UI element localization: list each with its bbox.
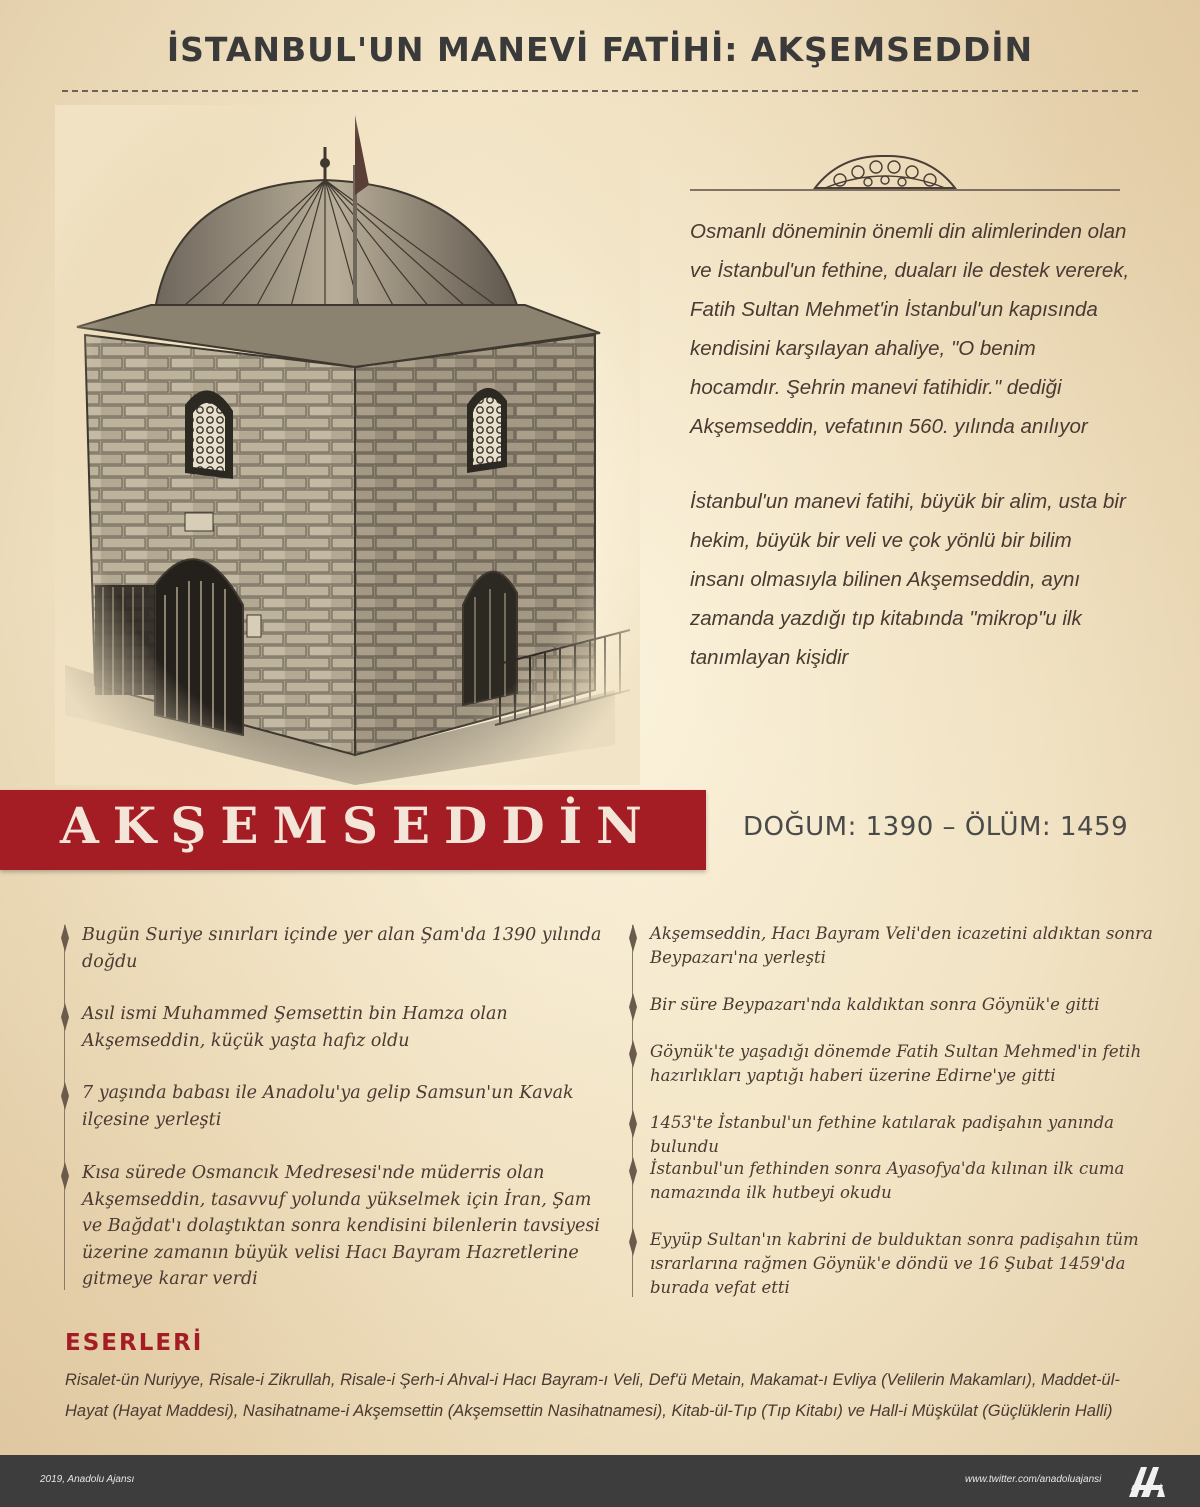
timeline-item: Asıl ismi Muhammed Şemsettin bin Hamza olan Akşemseddin, küçük yaşta hafız oldu [82,1004,508,1051]
intro-paragraph: Osmanlı döneminin önemli din alimlerinden olan ve İstanbul'un fethine, duaları ile destek vererek, Fatih Sultan Mehmet'in İstanbul'un kapısında kendisini karşılayan ahaliye, "O benim hocamdır. Şehrin manevi fatihidir." dediği Akşemseddin, vefatının 560. yılında anılıyor [690,220,1130,438]
timeline-marker-icon [628,924,638,952]
timeline-marker-icon [60,1003,70,1031]
page-title: İSTANBUL'UN MANEVİ FATİHİ: AKŞEMSEDDİN [166,30,1034,69]
works-heading: ESERLERİ [65,1330,204,1356]
timeline-item: Kısa sürede Osmancık Medresesi'nde müderris olan Akşemseddin, tasavvuf yolunda yükselmek için İran, Şam ve Bağdat'ı dolaştıktan sonra kendisini bilenlerin tavsiyesi üzerine zamanın büyük velisi Hacı Bayram Hazretlerine gitmeye karar verdi [82,1163,600,1289]
timeline-marker-icon [60,1162,70,1190]
timeline-item: Akşemseddin, Hacı Bayram Veli'den icazetini aldıktan sonra Beypazarı'na yerleşti [650,924,1153,967]
ornament-divider-icon [690,150,1120,200]
timeline-marker-icon [60,924,70,952]
timeline-item: 7 yaşında babası ile Anadolu'ya gelip Samsun'un Kavak ilçesine yerleşti [82,1083,574,1130]
anadolu-ajansi-logo-icon [1127,1463,1167,1499]
intro-text [690,212,1130,713]
timeline-item: 1453'te İstanbul'un fethine katılarak padişahın yanında bulundu [650,1113,1115,1156]
intro-paragraph: İstanbul'un manevi fatihi, büyük bir alim, usta bir hekim, büyük bir veli ve çok yönlü bir bilim insanı olmasıyla bilinen Akşemseddin, aynı zamanda yazdığı tıp kitabında "mikrop"u ilk tanımlayan kişidir [690,490,1126,669]
timeline-item: Bugün Suriye sınırları içinde yer alan Şam'da 1390 yılında doğdu [82,925,602,972]
timeline-marker-icon [628,1228,638,1256]
title-divider [62,90,1138,92]
tomb-illustration [55,105,640,785]
footer-copyright: 2019, Anadolu Ajansı [40,1474,135,1485]
footer-twitter-link[interactable]: www.twitter.com/anadoluajansi [965,1474,1102,1485]
birth-death-dates: DOĞUM: 1390 – ÖLÜM: 1459 [743,812,1129,842]
name-banner [0,790,706,870]
timeline-marker-icon [628,993,638,1021]
timeline-item: Eyyüp Sultan'ın kabrini de bulduktan sonra padişahın tüm ısrarlarına rağmen Göynük'e döndü ve 16 Şubat 1459'da burada vefat etti [650,1230,1139,1297]
timeline-marker-icon [60,1082,70,1110]
timeline-marker-icon [628,1040,638,1068]
timeline-marker-icon [628,1157,638,1185]
banner-name: AKŞEMSEDDİN [60,796,656,855]
timeline-item: Göynük'te yaşadığı dönemde Fatih Sultan Mehmed'in fetih hazırlıkları yaptığı haberi üzerine Edirne'ye gitti [650,1042,1142,1085]
footer-bar [0,1455,1200,1507]
timeline-item: Bir süre Beypazarı'nda kaldıktan sonra Göynük'e gitti [650,995,1100,1014]
timeline-marker-icon [628,1110,638,1138]
timeline-item: İstanbul'un fethinden sonra Ayasofya'da kılınan ilk cuma namazında ilk hutbeyi okudu [650,1159,1125,1202]
works-text: Risalet-ün Nuriyye, Risale-i Zikrullah, Risale-i Şerh-i Ahval-i Hacı Bayram-ı Veli, Def'ü Metain, Makamat-ı Evliya (Velilerin Makamları), Maddet-ül-Hayat (Hayat Maddesi), Nasihatname-i Akşemsettin (Akşemsettin Nasihatnamesi), Kitab-ül-Tıp (Tıp Kitabı) ve Hall-i Müşkülat (Güçlüklerin Halli) [65,1371,1120,1420]
